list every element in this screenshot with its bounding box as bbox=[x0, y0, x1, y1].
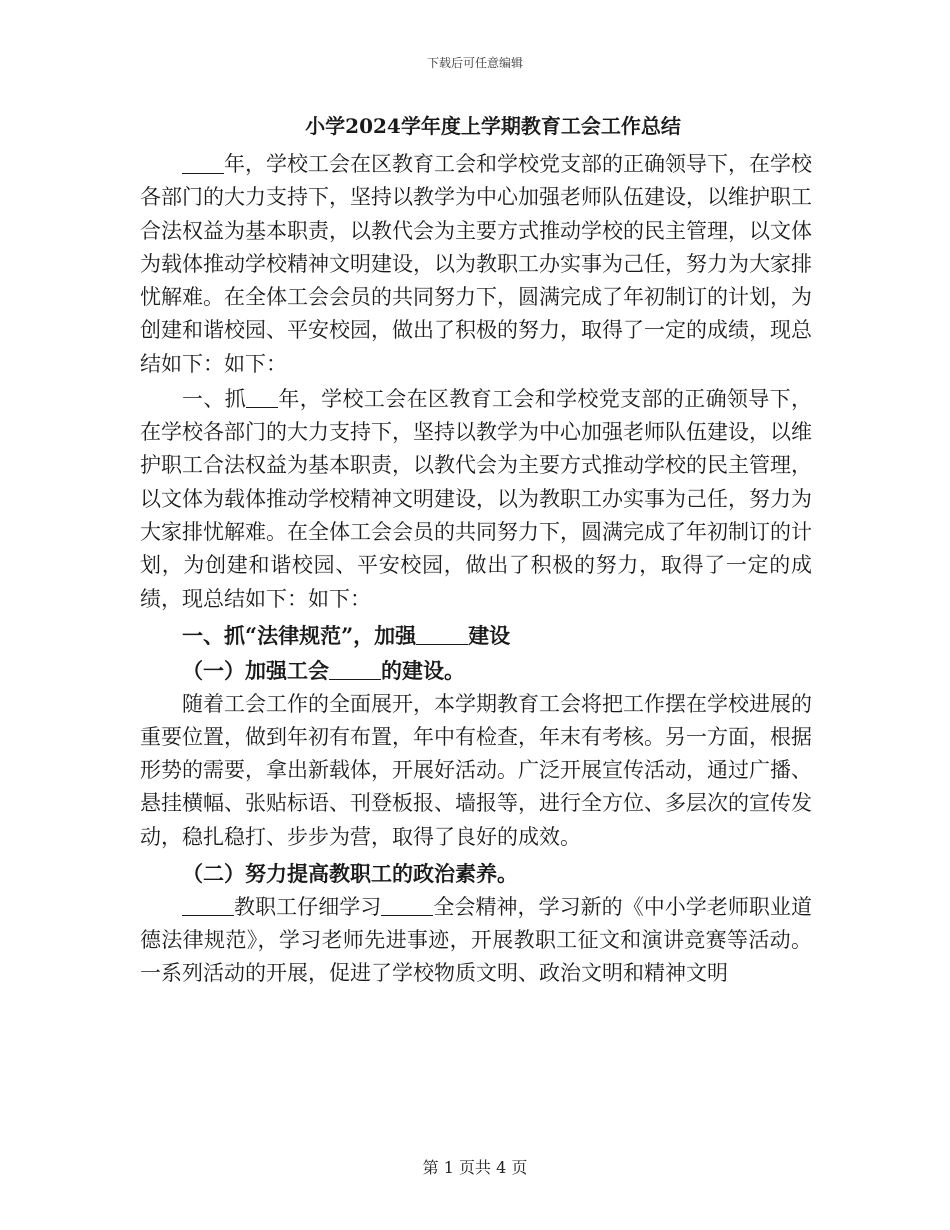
page-footer: 第 1 页共 4 页 bbox=[422, 1158, 528, 1177]
blank-underline bbox=[182, 894, 234, 916]
blank-underline bbox=[416, 623, 468, 645]
subsection-heading-2: （二）努力提高教职工的政治素养。 bbox=[182, 860, 518, 886]
blank-underline bbox=[182, 152, 224, 174]
paragraph-union-building: 随着工会工作的全面展开，本学期教育工会将把工作摆在学校进展的重要位置，做到年初有布置，年中有检查，年末有考核。另一方面，根据形势的需要，拿出新载体，开展好活动。广泛开展宣传活动，通过广播、悬挂横幅、张贴标语、刊登板报、墙报等，进行全方位、多层次的宣传发动，稳扎稳打、步步为营，取得了良好的成效。 bbox=[140, 691, 812, 849]
blank-underline bbox=[246, 386, 278, 408]
paragraph-intro: 年，学校工会在区教育工会和学校党支部的正确领导下，在学校各部门的大力支持下，坚持以教学为中心加强老师队伍建设，以维护职工合法权益为基本职责，以教代会为主要方式推动学校的民主管理，以文体为载体推动学校精神文明建设，以为教职工办实事为己任，努力为大家排忧解难。在全体工会会员的共同努力下，圆满完成了年初制订的计划，为创建和谐校园、平安校园，做出了积极的努力，取得了一定的成绩，现总结如下：如下： bbox=[140, 152, 812, 376]
page-header: 下载后可任意编辑 bbox=[426, 56, 523, 70]
paragraph-section-one-intro: 一、抓 年，学校工会在区教育工会和学校党支部的正确领导下，在学校各部门的大力支持下，坚持以教学为中心加强老师队伍建设，以维护职工合法权益为基本职责，以教代会为主要方式推动学校的民主管理，以文体为载体推动学校精神文明建设，以为教职工办实事为己任，努力为大家排忧解难。在全体工会会员的共同努力下，圆满完成了年初制订的计划，为创建和谐校园、平安校园，做出了积极的努力，取得了一定的成绩，现总结如下：如下： bbox=[140, 386, 813, 611]
subsection-heading-1: （一）加强工会 的建设。 bbox=[182, 657, 465, 683]
paragraph-political-study: 教职工仔细学习 全会精神，学习新的《中小学老师职业道德法律规范》，学习老师先进事迹，开展教职工征文和演讲竞赛等活动。一系列活动的开展，促进了学校物质文明、政治文明和精神文明 bbox=[140, 894, 813, 986]
document-body bbox=[140, 108, 812, 992]
section-heading-1: 一、抓“法律规范”，加强 建设 bbox=[182, 622, 511, 648]
blank-underline bbox=[381, 894, 433, 916]
document-title: 小学2024学年度上学期教育工会工作总结 bbox=[305, 114, 681, 138]
blank-underline bbox=[329, 658, 381, 680]
